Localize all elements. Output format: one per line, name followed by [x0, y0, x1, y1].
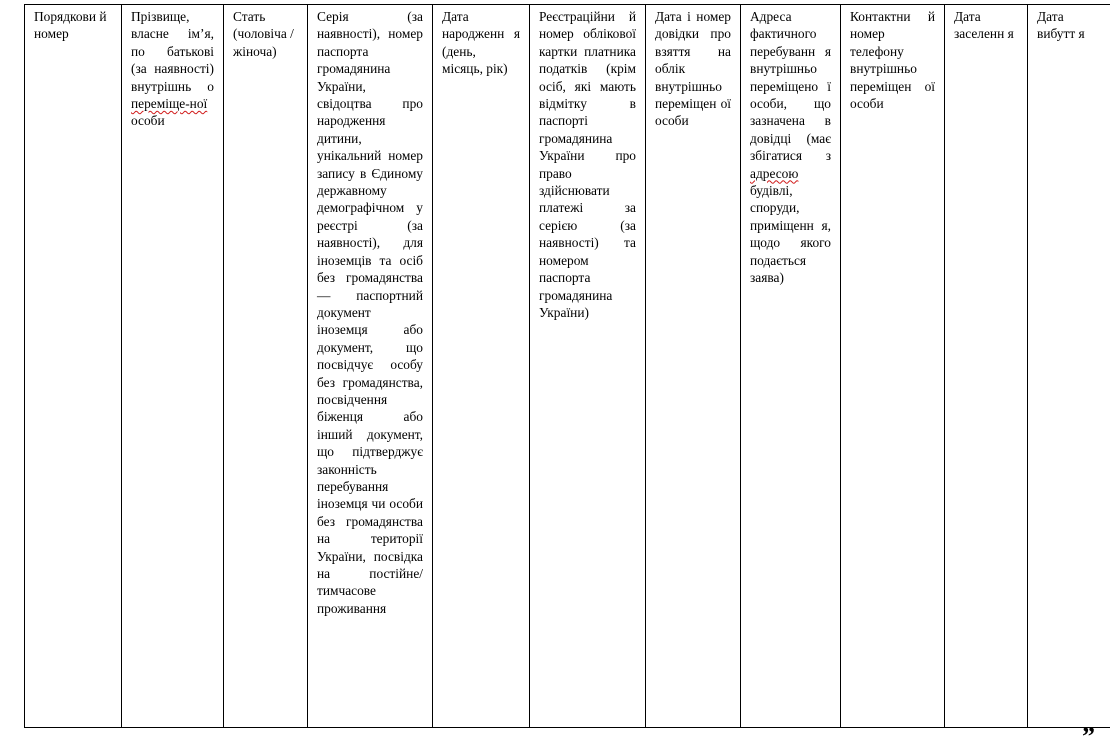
- column-header-sex: [224, 5, 308, 728]
- column-header-label: Порядкови й номер: [34, 9, 107, 41]
- spellcheck-underlined-word: адресою: [750, 166, 798, 181]
- header-row: [25, 5, 1110, 728]
- column-header-settle-date: [945, 5, 1028, 728]
- registry-table: [24, 4, 1110, 728]
- column-header-birth-date: [433, 5, 530, 728]
- column-header-departure-date: [1028, 5, 1110, 728]
- column-header-label: особи: [131, 113, 165, 128]
- spellcheck-underlined-word: переміще-ної: [131, 96, 207, 111]
- column-header-phone: [841, 5, 945, 728]
- column-header-label: Контактни й номер телефону внутрішньо переміщен ої особи: [850, 9, 935, 111]
- document-sheet: [24, 4, 1110, 728]
- column-header-label: Дата заселенн я: [954, 9, 1014, 41]
- column-header-address: [741, 5, 841, 728]
- column-header-label: Реєстраційни й номер облікової картки платника податків (крім осіб, які мають відмітку в паспорті громадянина України про право здійснювати платежі за серією (за наявності) та номером паспорта громадянина України): [539, 9, 636, 320]
- column-header-certificate: [646, 5, 741, 728]
- column-header-label: Адреса фактичного перебуванн я внутрішньо переміщено ї особи, що зазначена в довідці (має збігатися з: [750, 9, 831, 163]
- column-header-label: Прізвище, власне ім’я, по батькові (за наявності) внутрішнь о: [131, 9, 214, 94]
- column-header-label: Стать (чоловіча / жіноча): [233, 9, 294, 59]
- column-header-label: Дата народженн я (день, місяць, рік): [442, 9, 520, 76]
- closing-quote-mark: ”: [1082, 724, 1095, 750]
- column-header-label: Серія (за наявності), номер паспорта громадянина України, свідоцтва про народження дитини, унікальний номер запису в Єдиному державному демографічном у реєстрі (за наявності), для іноземців та осіб без громадянства — паспортний документ іноземця або документ, що посвідчує особу без громадянства, посвідчення біженця або інший документ, що підтверджує законність перебування іноземця чи особи без громадянства на території України, посвідка на постійне/ тимчасове проживання: [317, 9, 423, 616]
- column-header-label: Дата і номер довідки про взяття на облік внутрішньо переміщен ої особи: [655, 9, 731, 128]
- column-header-order-number: [25, 5, 122, 728]
- column-header-tax-number: [530, 5, 646, 728]
- column-header-document: [308, 5, 433, 728]
- column-header-label: Дата вибутт я: [1037, 9, 1085, 41]
- column-header-full-name: [122, 5, 224, 728]
- column-header-label: будівлі, споруди, приміщенн я, щодо якого подається заява): [750, 183, 831, 285]
